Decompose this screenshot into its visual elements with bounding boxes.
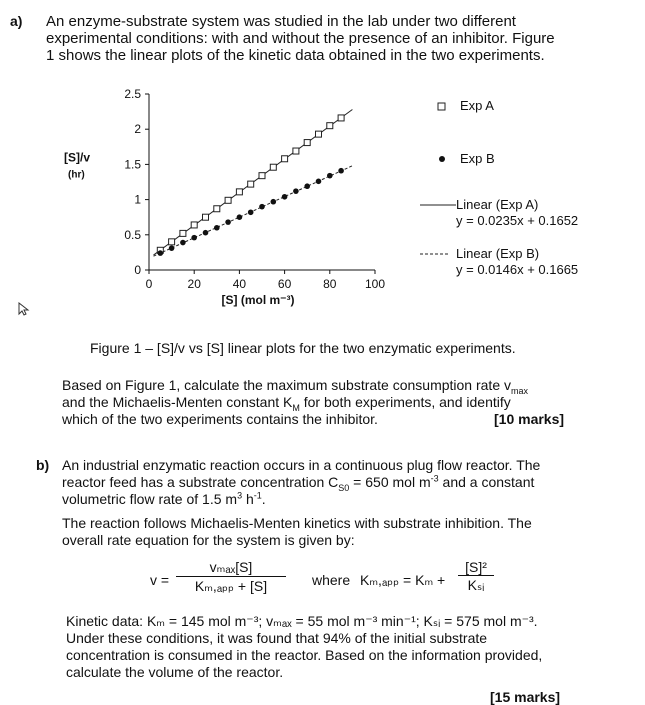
unit-sup: -3 [430,473,439,484]
exp-b-point [180,240,186,246]
part-a-label: a) [10,13,23,29]
text: = 650 mol m [349,474,431,490]
exp-b-point [237,214,243,220]
part-a-task-line: which of the two experiments contains the inhibitor. [62,411,378,427]
x-tick-label: 0 [145,277,153,291]
x-tick-label: 40 [232,277,247,291]
exp-b-point [203,230,209,236]
part-b-marks: [15 marks] [490,689,561,705]
exp-a-point [259,173,265,179]
exp-b-point [338,168,344,174]
y-tick-label: 2 [134,122,141,137]
legend-eq-fit-a: y = 0.0235x + 0.1652 [456,213,579,228]
exp-b-point [271,199,277,205]
exp-a-point [180,230,186,236]
legend-label-exp-a: Exp A [460,98,494,113]
part-a-task-line [62,377,642,394]
exp-a-point [248,181,254,187]
part-a-intro [46,13,636,64]
part-b-line: The reaction follows Michaelis-Menten kinetics with substrate inhibition. The [62,515,532,531]
exp-a-point [236,189,242,195]
x-axis-label: [S] (mol m⁻³) [221,293,295,307]
eq-numerator: vₘₐₓ[S] [176,559,286,577]
legend-label-fit-b: Linear (Exp B) [456,246,540,261]
kinetic-data-line: Kinetic data: Kₘ = 145 mol m⁻³; vₘₐₓ = 55 mol m⁻³ min⁻¹; Kₛᵢ = 575 mol m⁻³. [66,613,538,629]
exp-b-point [282,194,288,200]
eq-numerator: [S]² [458,559,494,576]
legend-marker-exp-a [438,103,445,110]
vmax-var: v [504,377,511,393]
y-tick-label: 2.5 [124,87,141,101]
part-b-line [62,474,642,491]
text: and a constant [438,474,535,490]
mouse-cursor-icon [18,302,30,316]
y-axis-unit: (hr) [68,169,85,181]
km-sub: M [292,402,300,413]
task-text: Based on Figure 1, calculate the maximum substrate consumption rate [62,377,504,393]
exp-b-point [327,173,333,179]
exp-a-point [304,140,310,146]
unit-sup: -1 [253,490,262,501]
exp-a-point [225,197,231,203]
task-text: and the Michaelis-Menten constant K [62,394,293,410]
unit-sup: 3 [237,490,243,501]
y-axis-label: [S]/v [64,150,91,165]
exp-b-point [248,209,254,215]
legend-label-fit-a: Linear (Exp A) [456,197,539,212]
kinetic-plot [60,82,620,332]
legend-eq-fit-b: y = 0.0146x + 0.1665 [456,262,579,277]
exp-b-point [316,178,322,184]
exp-a-point [203,214,209,220]
y-tick-label: 0.5 [124,227,141,242]
eq-kmapp: Kₘ,ₐₚₚ = Kₘ + [360,572,446,588]
figure-caption: Figure 1 – [S]/v vs [S] linear plots for the two enzymatic experiments. [90,340,516,356]
exp-a-point [169,239,175,245]
part-b-line: calculate the volume of the reactor. [66,664,284,680]
part-a-marks: [10 marks] [494,411,565,427]
legend-marker-exp-b [439,156,445,162]
eq-fraction-2 [458,559,494,594]
eq-where: where [312,572,351,588]
part-b-line [62,491,642,508]
legend-label-exp-b: Exp B [460,151,495,166]
cs0-sub: S0 [338,482,350,493]
text: . [261,491,266,507]
x-tick-label: 20 [187,277,201,291]
task-text: for both experiments, and identify [299,394,511,410]
part-a-intro-line: An enzyme-substrate system was studied in the lab under two different [46,13,516,30]
y-tick-label: 1.5 [124,157,141,172]
exp-b-point [191,235,197,241]
part-b-line: Under these conditions, it was found that 94% of the initial substrate [66,630,488,646]
part-b-intro [62,457,642,549]
text: volumetric flow rate of 1.5 m [62,491,238,507]
exp-b-point [293,188,299,194]
x-tick-label: 60 [277,277,292,291]
part-a-task-line [62,394,642,411]
exp-b-point [225,219,231,225]
exp-a-point [282,156,288,162]
part-b-line: An industrial enzymatic reaction occurs in a continuous plug flow reactor. The [62,457,541,473]
exp-a-point [327,123,333,129]
exp-a-point [191,222,197,228]
exp-a-point [338,115,344,121]
part-b-line: overall rate equation for the system is given by: [62,532,355,548]
text: reactor feed has a substrate concentration C [62,474,339,490]
exp-b-point [169,245,175,251]
eq-fraction-1 [176,559,286,595]
part-a-intro-line: experimental conditions: with and without the presence of an inhibitor. Figure [46,30,555,47]
part-b-label: b) [36,457,50,473]
part-b-line: concentration is consumed in the reactor. Based on the information provided, [66,647,543,663]
vmax-sub: max [511,385,529,396]
exp-b-point [214,225,220,231]
x-tick-label: 80 [323,277,337,291]
part-a-intro-line: 1 shows the linear plots of the kinetic data obtained in the two experiments. [46,47,545,64]
eq-v: v = [150,572,170,588]
x-tick-label: 100 [364,277,386,291]
exp-b-point [158,250,164,256]
exp-b-point [304,183,310,189]
eq-denominator: Kₛᵢ [467,577,485,593]
eq-denominator: Kₘ,ₐₚₚ + [S] [194,578,268,594]
part-b-data [66,613,642,681]
y-tick-label: 0 [134,263,141,277]
y-tick-label: 1 [134,192,141,207]
text: h [242,491,254,507]
exp-a-point [316,131,322,137]
exp-b-point [259,204,265,210]
exp-a-point [214,206,220,212]
exp-a-point [293,148,299,154]
exp-a-point [270,164,276,170]
